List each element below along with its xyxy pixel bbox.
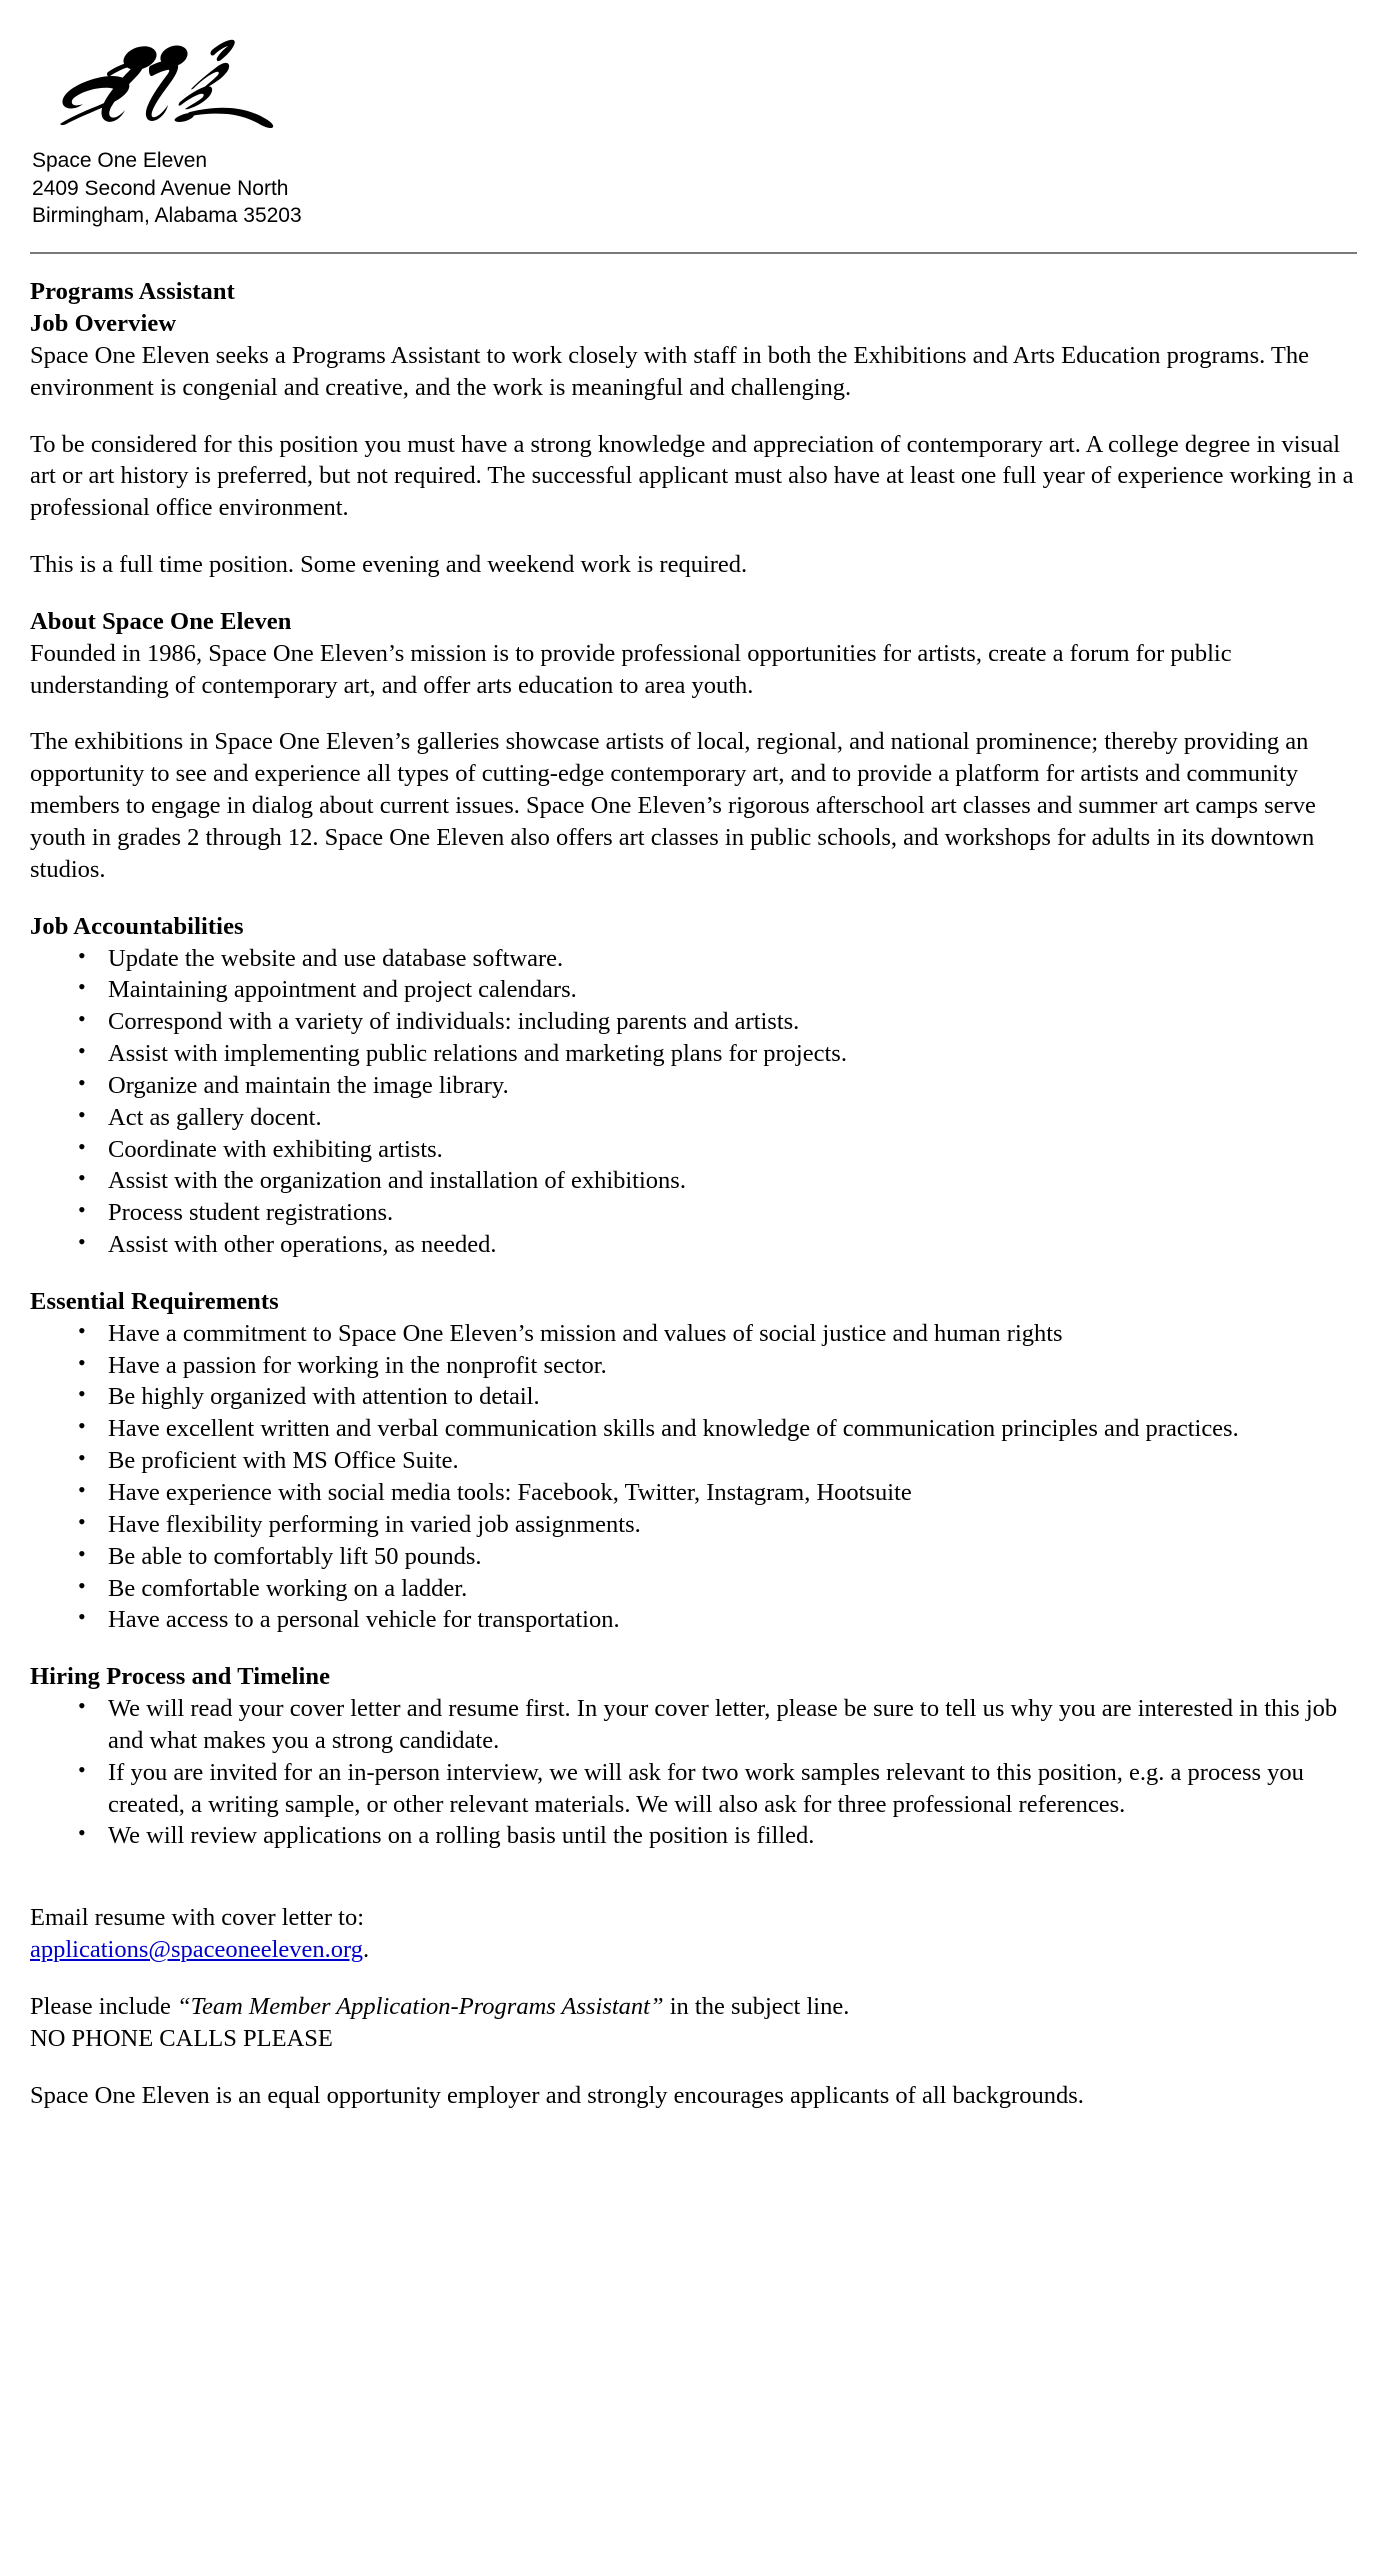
equal-opportunity-statement: Space One Eleven is an equal opportunity employer and strongly encourages applicants of all backgrounds.	[30, 2081, 1084, 2109]
spacer	[30, 524, 1357, 549]
list-item: • Have a commitment to Space One Eleven’s mission and values of social justice and human rights	[108, 1318, 1357, 1350]
document-body	[30, 254, 1357, 2111]
spacer	[30, 581, 1357, 606]
spacer	[30, 1852, 1357, 1877]
spacer	[30, 2055, 1357, 2080]
list-item: • We will review applications on a rolling basis until the position is filled.	[108, 1820, 1357, 1852]
list-item: • Maintaining appointment and project calendars.	[108, 974, 1357, 1006]
no-phone-calls-notice: NO PHONE CALLS PLEASE	[30, 2024, 333, 2052]
list-item: • Be proficient with MS Office Suite.	[108, 1445, 1357, 1477]
list-item: • Have a passion for working in the nonprofit sector.	[108, 1350, 1357, 1382]
list-item: • Have experience with social media tools: Facebook, Twitter, Instagram, Hootsuite	[108, 1477, 1357, 1509]
list-item: • We will read your cover letter and resume first. In your cover letter, please be sure to tell us why you are interested in this job and what makes you a strong candidate.	[108, 1693, 1357, 1757]
job-overview-paragraph-3: This is a full time position. Some evening and weekend work is required.	[30, 551, 748, 579]
section-heading-requirements: Essential Requirements	[30, 1287, 279, 1315]
job-overview-paragraph-2: To be considered for this position you must have a strong knowledge and appreciation of contemporary art. A college degree in visual art or art history is preferred, but not required. The successful applicant must also have at least one full year of experience working in a professional office environment.	[30, 430, 1354, 522]
email-period: .	[363, 1936, 370, 1964]
email-line	[30, 1934, 1357, 1966]
list-item: • Be highly organized with attention to detail.	[108, 1381, 1357, 1413]
section-heading-hiring: Hiring Process and Timeline	[30, 1663, 331, 1691]
list-item: • If you are invited for an in-person interview, we will ask for two work samples relevant to this position, e.g. a process you created, a writing sample, or other relevant materials. We will also ask for three professional references.	[108, 1757, 1357, 1821]
subject-suffix: in the subject line.	[663, 1992, 850, 2020]
page-title: Programs Assistant	[30, 278, 235, 306]
section-heading-about: About Space One Eleven	[30, 607, 292, 635]
subject-quote: “Team Member Application-Programs Assistant”	[176, 1992, 664, 2020]
spacer	[30, 1877, 1357, 1902]
list-item: • Assist with other operations, as needed.	[108, 1229, 1357, 1261]
accountabilities-list	[30, 943, 1357, 1261]
subject-line-instruction	[30, 1991, 1357, 2023]
job-overview-paragraph-1: Space One Eleven seeks a Programs Assistant to work closely with staff in both the Exhibitions and Arts Education programs. The environment is congenial and creative, and the work is meaningful and challenging.	[30, 341, 1310, 401]
organization-address-block	[32, 147, 1357, 230]
list-item: • Be comfortable working on a ladder.	[108, 1573, 1357, 1605]
letterhead	[30, 0, 1357, 254]
list-item: • Be able to comfortably lift 50 pounds.	[108, 1541, 1357, 1573]
list-item: • Assist with implementing public relations and marketing plans for projects.	[108, 1038, 1357, 1070]
list-item: • Correspond with a variety of individuals: including parents and artists.	[108, 1006, 1357, 1038]
list-item: • Assist with the organization and installation of exhibitions.	[108, 1165, 1357, 1197]
section-heading-accountabilities: Job Accountabilities	[30, 912, 244, 940]
about-paragraph-1: Founded in 1986, Space One Eleven’s mission is to provide professional opportunities for artists, create a forum for public understanding of contemporary art, and offer arts education to area youth.	[30, 639, 1232, 699]
spacer	[30, 1636, 1357, 1661]
list-item: • Have excellent written and verbal communication skills and knowledge of communication principles and practices.	[108, 1413, 1357, 1445]
spacer	[30, 1966, 1357, 1991]
organization-name: Space One Eleven	[32, 149, 208, 172]
requirements-list	[30, 1318, 1357, 1636]
list-item: • Act as gallery docent.	[108, 1102, 1357, 1134]
list-item: • Have flexibility performing in varied job assignments.	[108, 1509, 1357, 1541]
application-email-link[interactable]: applications@spaceoneeleven.org	[30, 1936, 363, 1964]
about-paragraph-2: The exhibitions in Space One Eleven’s galleries showcase artists of local, regional, and national prominence; thereby providing an opportunity to see and experience all types of cutting-edge contemporary art, and to provide a platform for artists and community members to engage in dialog about current issues. Space One Eleven’s rigorous afterschool art classes and summer art camps serve youth in grades 2 through 12. Space One Eleven also offers art classes in public schools, and workshops for adults in its downtown studios.	[30, 728, 1316, 883]
list-item: • Update the website and use database software.	[108, 943, 1357, 975]
list-item: • Organize and maintain the image library.	[108, 1070, 1357, 1102]
subject-prefix: Please include	[30, 1992, 177, 2020]
list-item: • Have access to a personal vehicle for transportation.	[108, 1604, 1357, 1636]
spacer	[30, 886, 1357, 911]
section-heading-job-overview: Job Overview	[30, 310, 177, 337]
hiring-process-list	[30, 1693, 1357, 1852]
address-line-1: 2409 Second Avenue North	[32, 176, 289, 200]
spacer	[30, 404, 1357, 429]
list-item: • Process student registrations.	[108, 1197, 1357, 1229]
spacer	[30, 1261, 1357, 1286]
list-item: • Coordinate with exhibiting artists.	[108, 1134, 1357, 1166]
spacer	[30, 701, 1357, 726]
space-one-eleven-signature-logo	[52, 26, 292, 141]
email-intro-text: Email resume with cover letter to:	[30, 1904, 365, 1932]
address-line-2: Birmingham, Alabama 35203	[32, 204, 302, 228]
